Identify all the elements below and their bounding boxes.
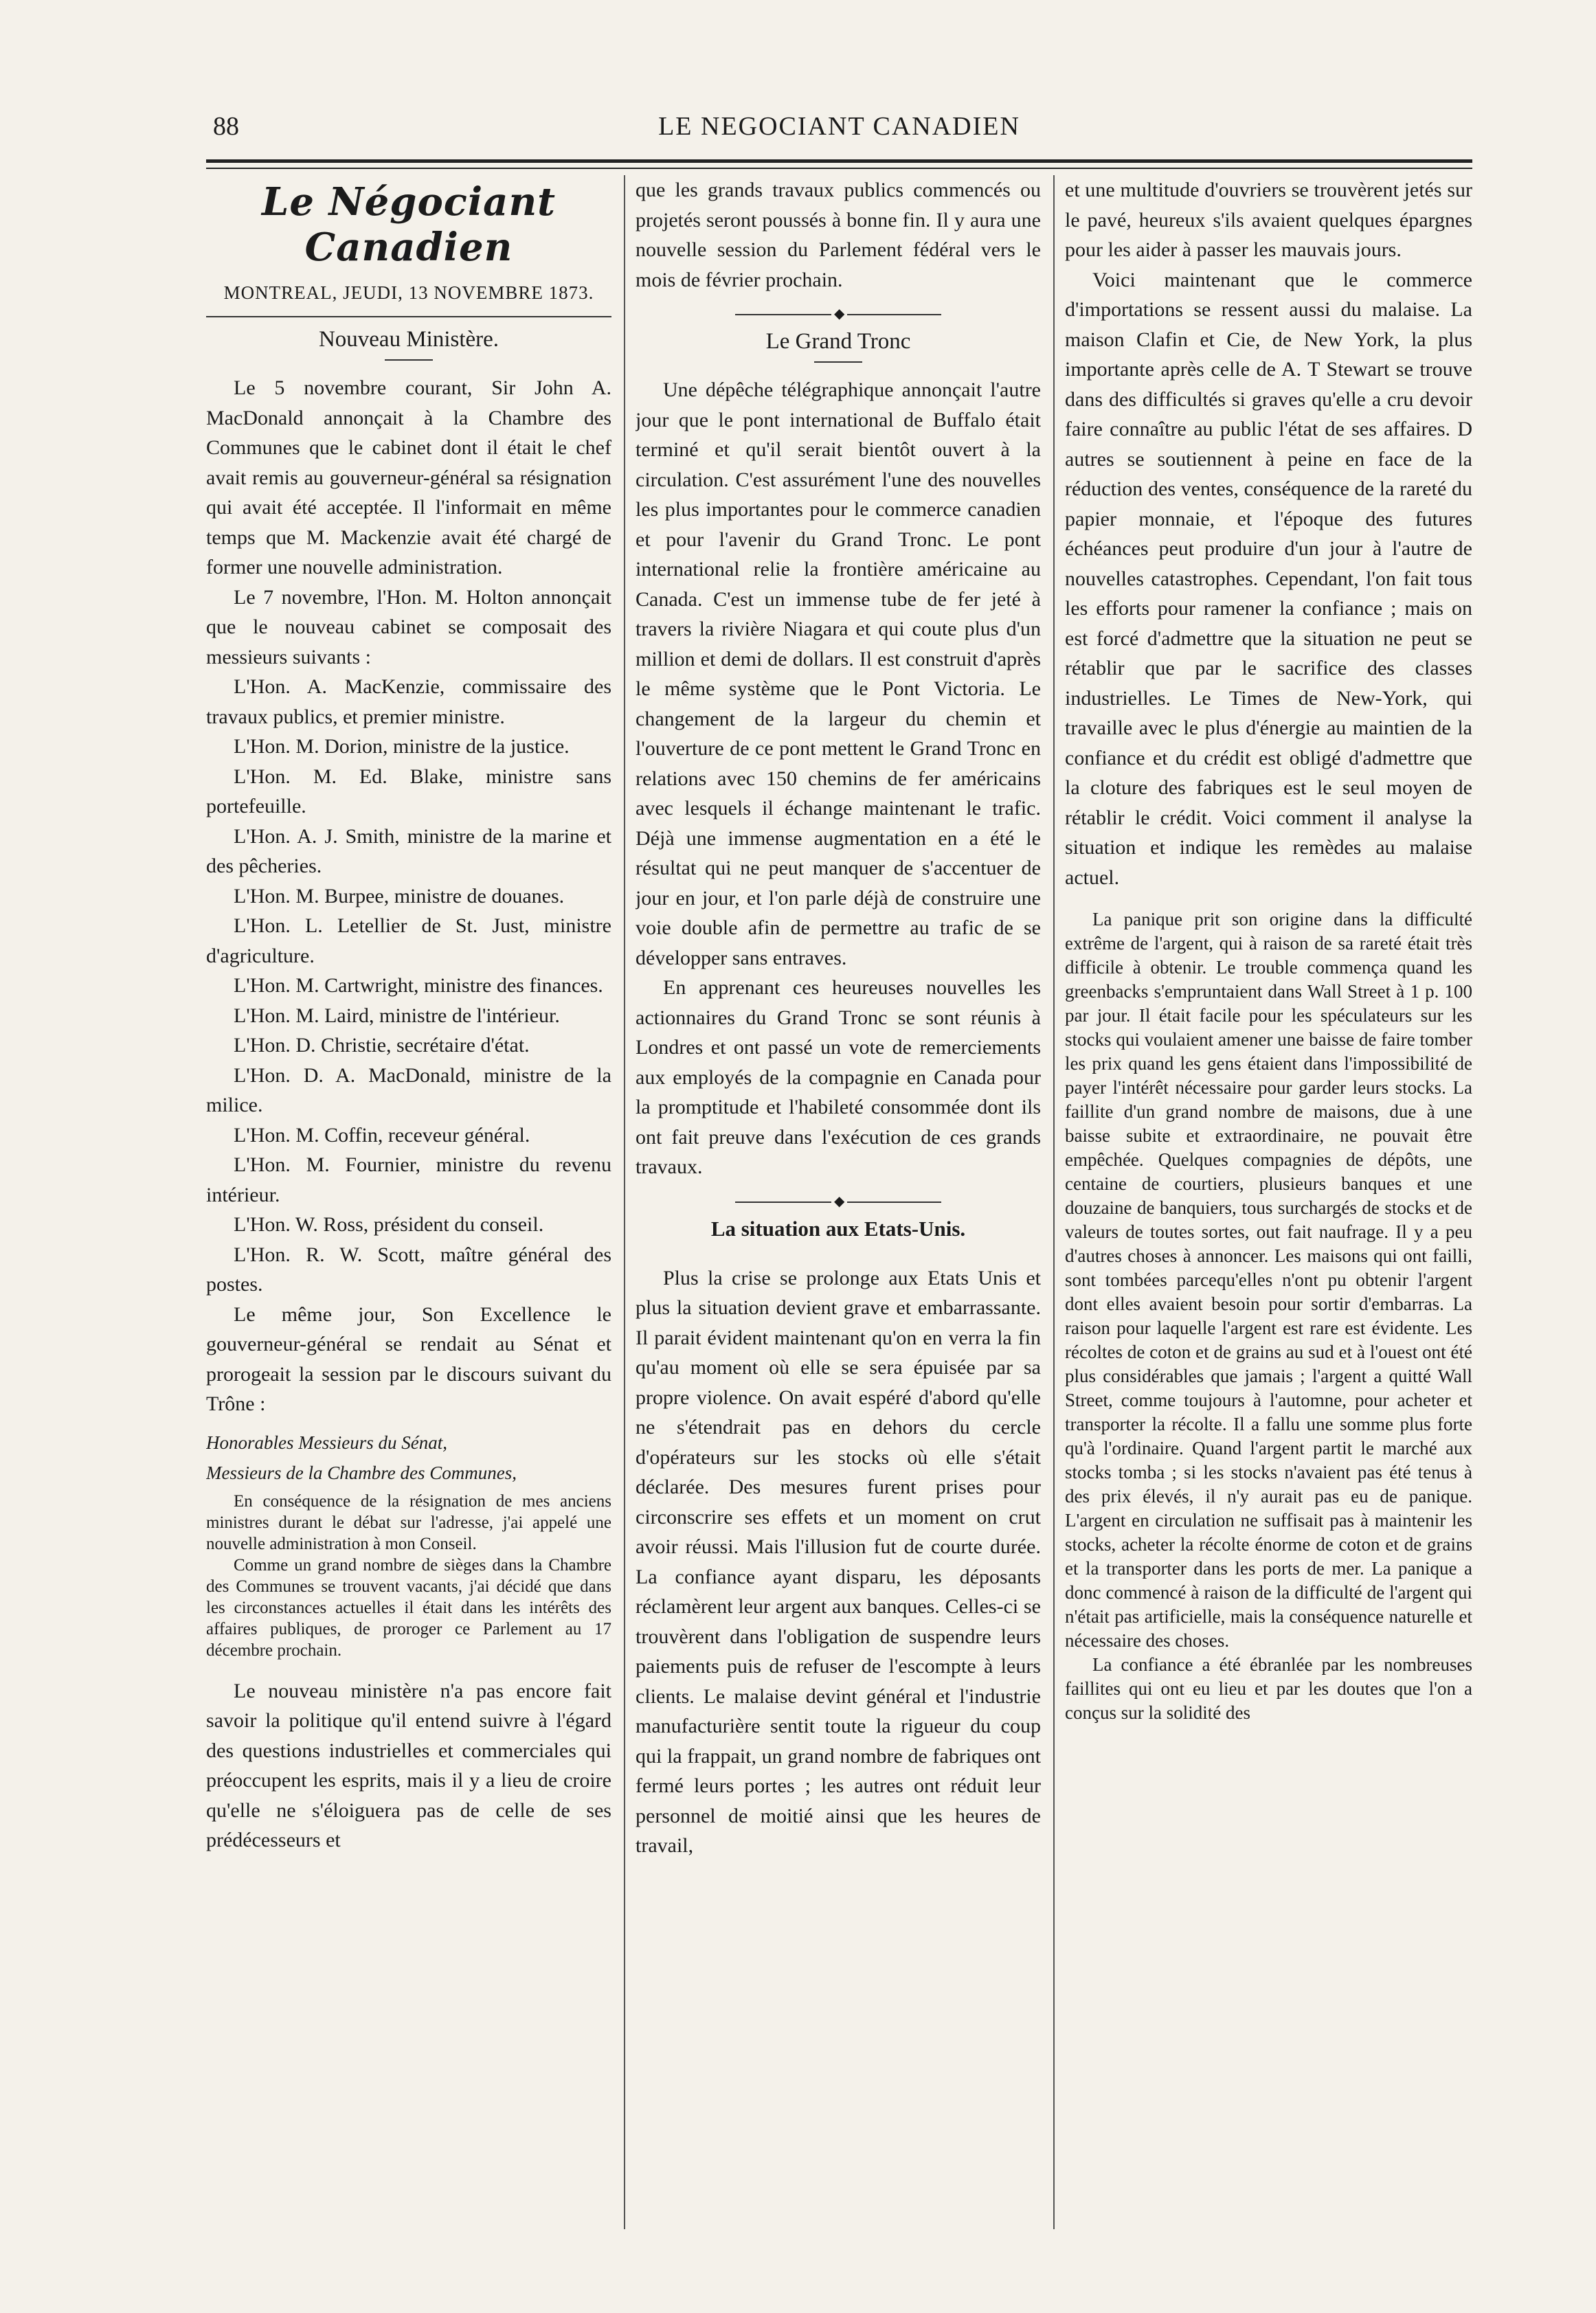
- page-header: [206, 111, 1472, 159]
- minister-entry: L'Hon. M. Coffin, receveur général.: [234, 1123, 530, 1147]
- paragraph: Voici maintenant que le commerce d'importations se ressent aussi du malaise. La maison Clafin et Cie, de New York, la plus importante après celle de A. T Stewart se trouve dans des difficultés si graves qu'elle a cru devoir faire connaître au public l'état de ses affaires. D autres se soutiennent à peine en face de la réduction des ventes, conséquence de la rareté du papier monnaie, et l'époque des futures échéances peut produire d'un jour à l'autre de nouvelles catastrophes. Cependant, l'on fait tous les efforts pour ramener la confiance ; mais on est forcé d'admettre que la situation ne peut se rétablir que par le sacrifice des classes industrielles. Le Times de New-York, qui travaille avec le plus d'énergie au maintien de la confiance et du crédit est obligé d'admettre que la cloture des fabriques est le seul moyen de rétablir le crédit. Voici comment il analyse la situation et indique les remèdes au malaise actuel.: [1065, 268, 1472, 889]
- divider: [814, 361, 862, 363]
- minister-entry: L'Hon. D. Christie, secrétaire d'état.: [234, 1034, 530, 1057]
- columns: [206, 175, 1472, 2229]
- column-3: [1065, 175, 1472, 2229]
- quoted-paragraph: La panique prit son origine dans la difficulté extrême de l'argent, qui à raison de sa rareté était très difficile à obtenir. Le trouble commença quand les greenbacks s'empruntaient dans Wall Street à 1 p. 100 par jour. Il était facile pour les spéculateurs sur les stocks qui voulaient amener une baisse de faire tomber les prix quand les gens étaient dans l'impossibilité de payer l'intérêt nécessaire pour garder leurs stocks. La faillite d'un grand nombre de maisons, due à une baisse subite et extraordinaire, ne pouvait être empêchée. Quelques compagnies de dépôts, une centaine de courtiers, plusieurs banques et une douzaine de banquiers, tous surchargés de stocks et de valeurs de toutes sortes, out fait naufrage. Il y a peu d'autres choses à annoncer. Les maisons qui ont failli, sont tombées parcequ'elles n'ont pu obtenir l'argent dont elles avaient besoin pour sortir d'embarras. La raison pour laquelle l'argent est rare est évidente. Les récoltes de coton et de grains au sud et à l'ouest ont été plus considérables que jamais ; l'argent a quitté Wall Street, comme toujours à l'automne, pour acheter et transporter la récolte. Il a fallu une somme plus forte qu'à l'ordinaire. Quand l'argent partit le marché aux stocks tomba ; si les stocks n'avaient pas été tenus à des prix élevés, il n'y aurait pas eu de panique. L'argent en circulation ne suffisait pas à maintenir les stocks, acheter la récolte énorme de coton et de grains et la transporter dans les ports de mer. La panique a donc commencé à raison de la difficulté de l'argent qui n'était pas artificielle, mais la conséquence naturelle et nécessaire des choses.: [1065, 909, 1472, 1651]
- ornament-divider: [735, 314, 941, 315]
- paragraph: Le 5 novembre courant, Sir John A. MacDonald annonçait à la Chambre des Communes que le cabinet dont il était le chef avait remis au gouverneur-général sa résignation qui avait été acceptée. Il l'informait en même temps que M. Mackenzie avait été chargé de former une nouvelle administration.: [206, 376, 611, 578]
- minister-entry: L'Hon. A. J. Smith, ministre de la marine et des pêcheries.: [206, 824, 611, 877]
- running-title: LE NEGOCIANT CANADIEN: [658, 112, 1020, 141]
- paragraph: que les grands travaux publics commencés ou projetés seront poussés à bonne fin. Il y aura une nouvelle session du Parlement fédéral vers le mois de février prochain.: [636, 179, 1041, 291]
- minister-entry: L'Hon. R. W. Scott, maître général des postes.: [206, 1243, 611, 1296]
- paragraph: Le 7 novembre, l'Hon. M. Holton annonçait que le nouveau cabinet se composait des messieurs suivants :: [206, 585, 611, 668]
- quoted-paragraph: La confiance a été ébranlée par les nombreuses faillites qui ont eu lieu et par les doutes que l'on a conçus sur la solidité des: [1065, 1654, 1472, 1723]
- salutation: Messieurs de la Chambre des Communes,: [206, 1462, 517, 1483]
- minister-entry: L'Hon. A. MacKenzie, commissaire des travaux publics, et premier ministre.: [206, 675, 611, 728]
- minister-entry: L'Hon. M. Laird, ministre de l'intérieur.: [234, 1004, 560, 1027]
- article-heading: La situation aux Etats-Unis.: [710, 1216, 966, 1241]
- minister-entry: L'Hon. M. Dorion, ministre de la justice.: [234, 735, 570, 758]
- header-rule: [206, 159, 1472, 163]
- salutation: Honorables Messieurs du Sénat,: [206, 1432, 447, 1453]
- paragraph: et une multitude d'ouvriers se trouvèrent jetés sur le pavé, heureux s'ils avaient quelques épargnes pour les aider à passer les mauvais jours.: [1065, 179, 1472, 261]
- article-heading: Nouveau Ministère.: [318, 327, 499, 352]
- article-heading: Le Grand Tronc: [765, 329, 911, 354]
- minister-entry: L'Hon. W. Ross, président du conseil.: [234, 1213, 544, 1236]
- speech-paragraph: En conséquence de la résignation de mes anciens ministres durant le débat sur l'adresse, j'ai appelé une nouvelle administration à mon Conseil.: [206, 1491, 611, 1553]
- divider: [385, 359, 433, 361]
- column-1: [206, 175, 611, 2229]
- paragraph: Une dépêche télégraphique annonçait l'autre jour que le pont international de Buffalo était terminé et qu'il serait bientôt ouvert à la circulation. C'est assurément l'une des nouvelles les plus importantes pour le commerce canadien et pour l'avenir du Grand Tronc. Le pont international relie la frontière américaine au Canada. C'est un immense tube de fer jeté à travers la rivière Niagara et qui coute plus d'un million et demi de dollars. Il est construit d'après le même système que le Pont Victoria. Le changement de la largeur du chemin et l'ouverture de ce pont mettent le Grand Tronc en relations avec 150 chemins de fer américains avec lesquels il échange maintenant le trafic. Déjà une immense augmentation en a été le résultat qui ne peut manquer de s'accentuer de jour en jour, et l'on parle déjà de construire une voie double afin de permettre au trafic de se développer sans entraves.: [636, 379, 1041, 969]
- column-2: [636, 175, 1041, 2229]
- minister-entry: L'Hon. M. Cartwright, ministre des finances.: [234, 974, 603, 997]
- minister-entry: L'Hon. M. Fournier, ministre du revenu intérieur.: [206, 1153, 611, 1206]
- paragraph: En apprenant ces heureuses nouvelles les actionnaires du Grand Tronc se sont réunis à Londres et ont passé un vote de remerciements aux employés de la compagnie en Canada pour la promptitude et l'habileté consommée dont ils ont fait preuve dans l'exécution de ces grands travaux.: [636, 976, 1041, 1178]
- divider: [206, 316, 611, 317]
- ornament-divider: [735, 1201, 941, 1203]
- speech-paragraph: Comme un grand nombre de sièges dans la Chambre des Communes se trouvent vacants, j'ai décidé que dans les circonstances actuelles il était dans les intérêts des affaires publiques, de proroger ce Parlement au 17 décembre prochain.: [206, 1555, 611, 1660]
- minister-entry: L'Hon. M. Burpee, ministre de douanes.: [234, 884, 565, 907]
- header-rule-thin: [206, 168, 1472, 169]
- minister-entry: L'Hon. M. Ed. Blake, ministre sans portefeuille.: [206, 765, 611, 817]
- minister-entry: L'Hon. D. A. MacDonald, ministre de la milice.: [206, 1063, 611, 1116]
- masthead: Le Négociant Canadien: [261, 179, 557, 270]
- minister-entry: L'Hon. L. Letellier de St. Just, ministre d'agriculture.: [206, 914, 611, 967]
- paragraph: Le même jour, Son Excellence le gouverneur-général se rendait au Sénat et prorogeait la session par le discours suivant du Trône :: [206, 1302, 611, 1415]
- page-number: 88: [213, 112, 239, 141]
- paragraph: Plus la crise se prolonge aux Etats Unis et plus la situation devient grave et embarrassante. Il parait évident maintenant qu'on en verra la fin qu'au moment où elle se sera épuisée par sa propre violence. On avait espéré d'abord qu'elle ne s'étendrait pas en dehors du cercle d'opérateurs sur les stocks où elle s'était déclarée. Des mesures furent prises pour circonscrire ses effets et un moment on crut avoir réussi. Mais l'illusion fut de courte durée. La confiance ayant disparu, les déposants réclamèrent leur argent aux banques. Celles-ci se trouvèrent dans l'obligation de suspendre leurs paiements puis de refuser de l'escompte à leurs clients. Le malaise devint général et l'industrie manufacturière sentit toute la rigueur du coup qui la frappait, un grand nombre de fabriques ont fermé leurs portes ; les autres ont réduit leur personnel de moitié ainsi que les heures de travail,: [636, 1266, 1041, 1857]
- paragraph: Le nouveau ministère n'a pas encore fait savoir la politique qu'il entend suivre à l'égard des questions industrielles et commerciales qui préoccupent les esprits, mais il y a lieu de croire qu'elle ne s'éloiguera pas de celle de ses prédécesseurs et: [206, 1679, 611, 1851]
- dateline: MONTREAL, JEUDI, 13 NOVEMBRE 1873.: [223, 282, 594, 303]
